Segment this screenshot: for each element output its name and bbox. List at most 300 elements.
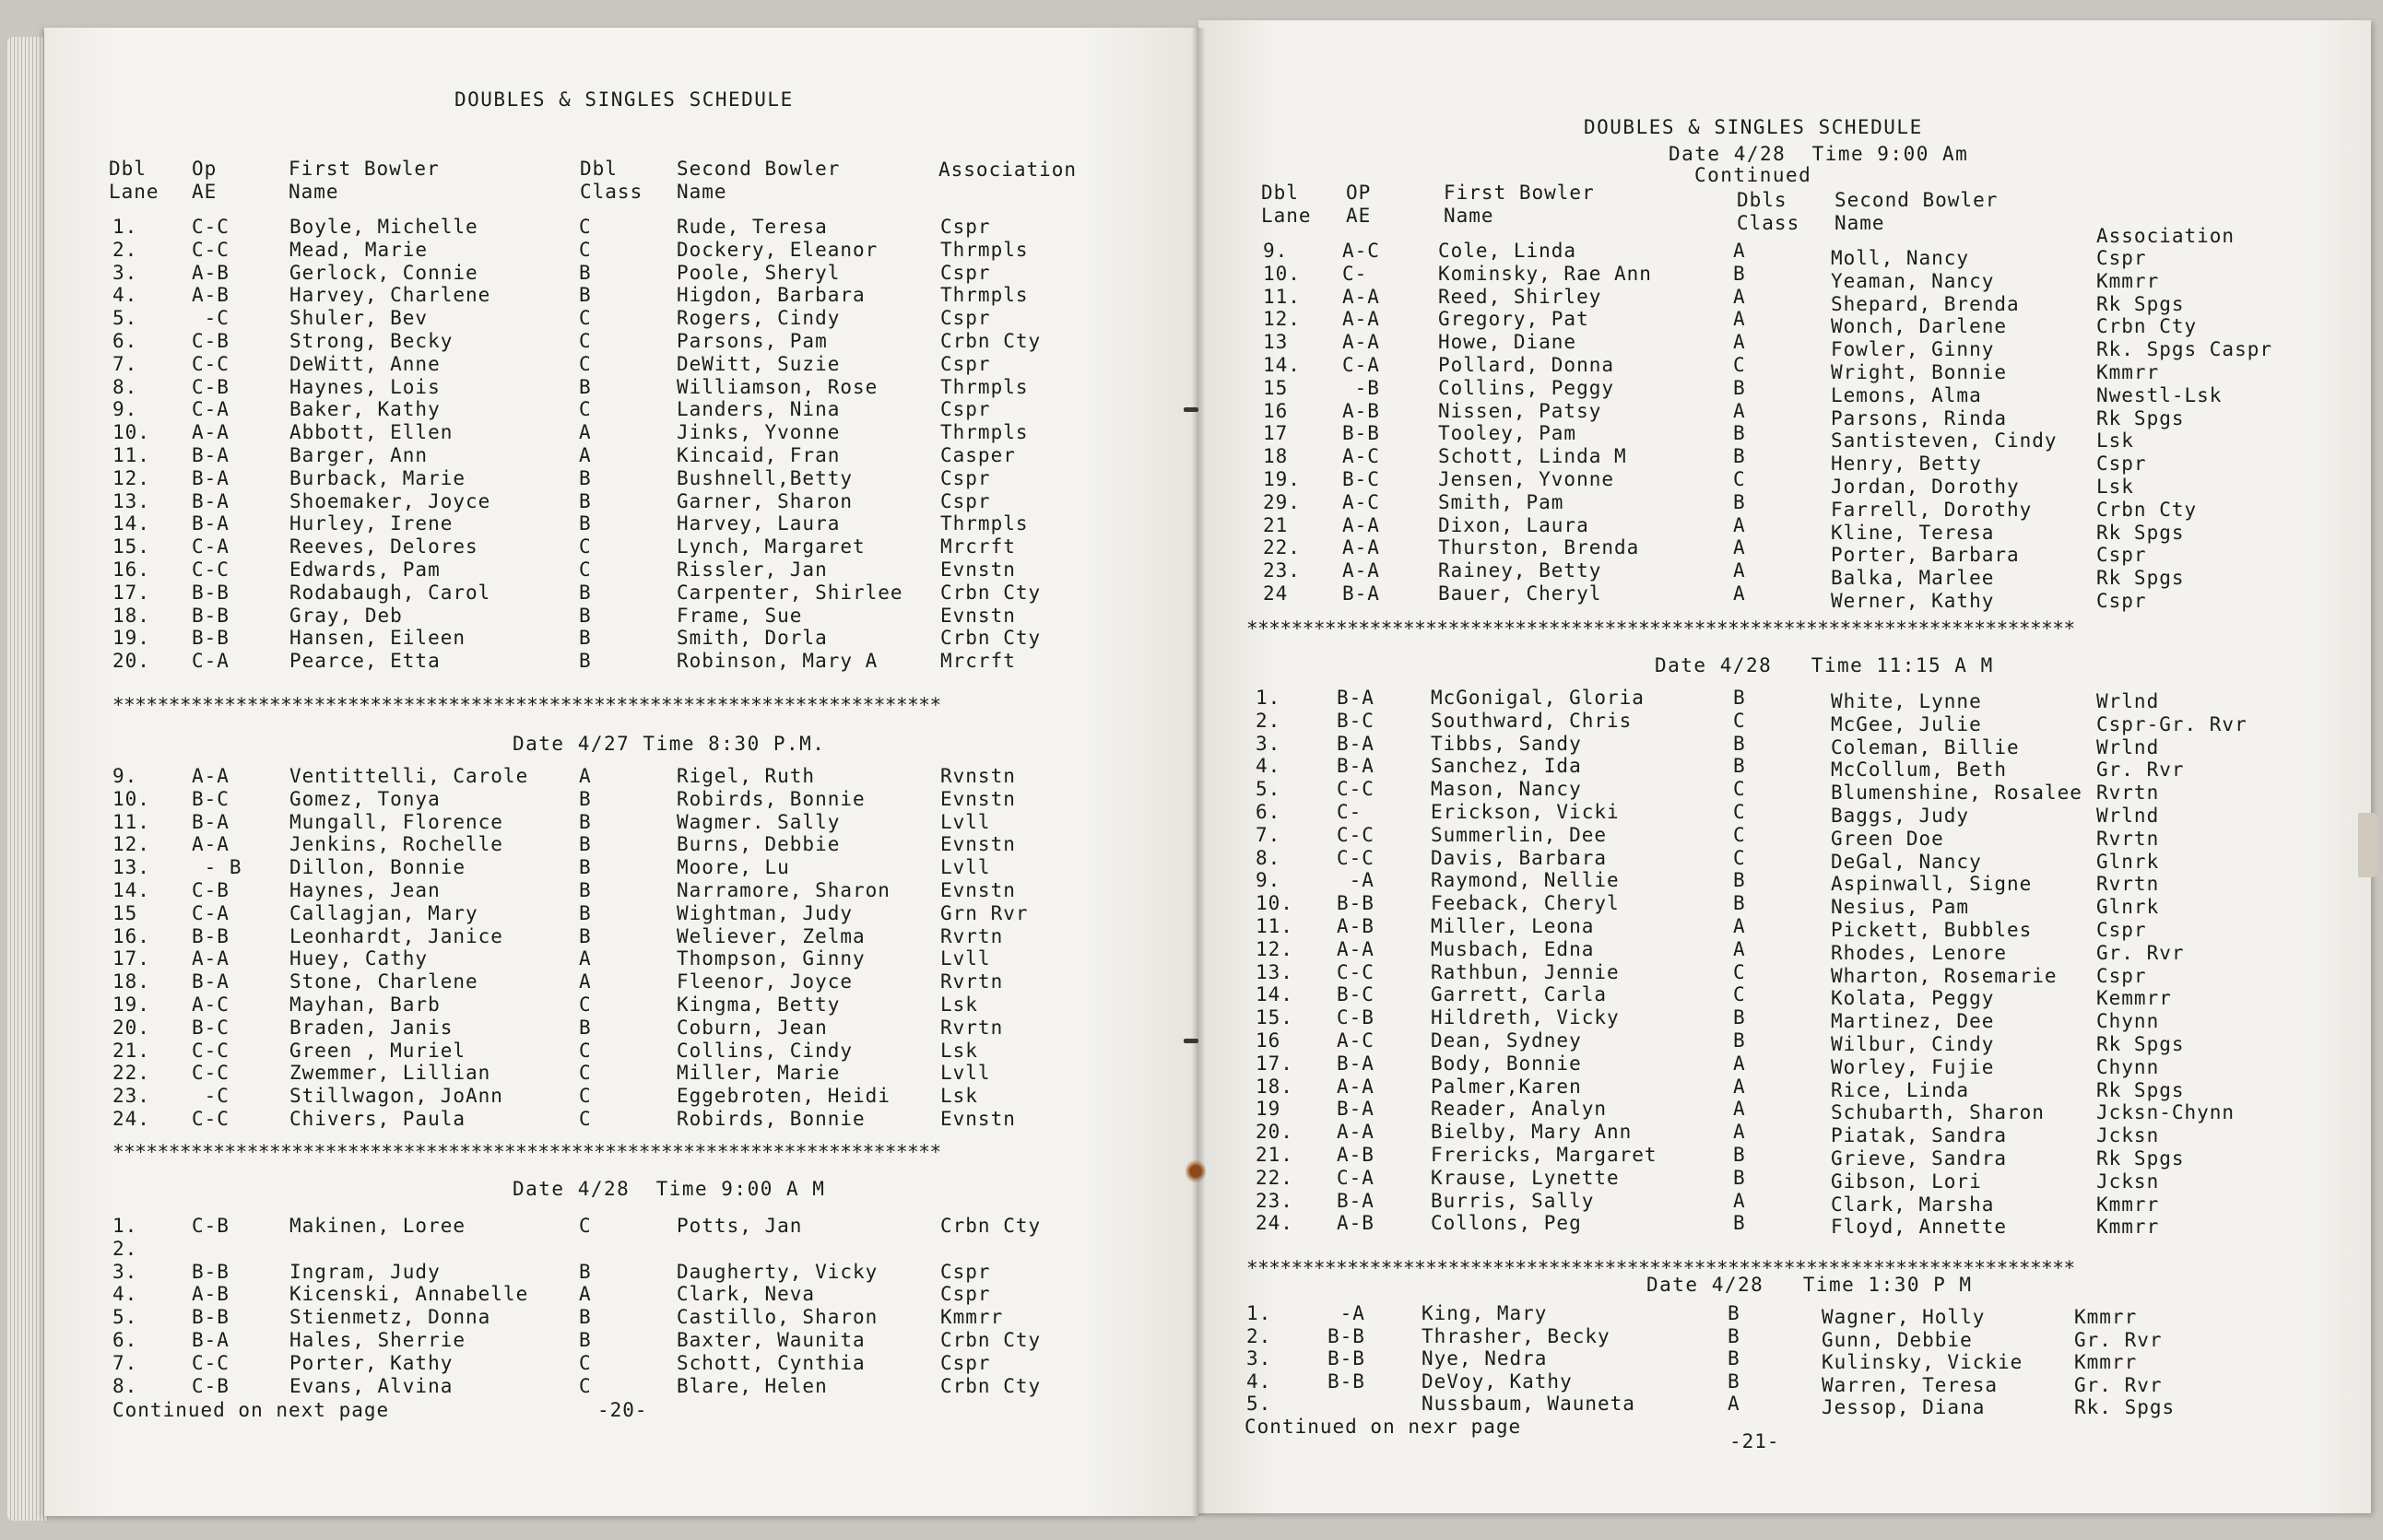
schedule-cell-dbl-class: B bbox=[579, 856, 592, 879]
schedule-cell-association: Kmmrr bbox=[2074, 1306, 2138, 1328]
schedule-cell-first-bowler: Reed, Shirley bbox=[1438, 285, 1602, 308]
schedule-cell-op-ae: B-A bbox=[192, 810, 230, 833]
schedule-cell-association: Wrlnd bbox=[2096, 735, 2160, 758]
schedule-cell-second-bowler: Potts, Jan bbox=[677, 1215, 803, 1237]
schedule-cell-association: Rvrtn bbox=[940, 970, 1004, 993]
schedule-cell-dbl-class: B bbox=[579, 1329, 592, 1351]
schedule-cell-second-bowler: Rice, Linda bbox=[1831, 1078, 1970, 1101]
schedule-cell-op-ae: A-A bbox=[192, 421, 230, 444]
schedule-cell-second-bowler: Robirds, Bonnie bbox=[677, 787, 866, 810]
schedule-cell-dbl-class: A bbox=[579, 970, 592, 993]
schedule-cell-second-bowler: McGee, Julie bbox=[1831, 712, 1982, 735]
schedule-cell-dbl-class: B bbox=[579, 1260, 592, 1283]
schedule-cell-second-bowler: Clark, Neva bbox=[677, 1283, 816, 1306]
schedule-cell-dbl-class: B bbox=[579, 787, 592, 810]
schedule-cell-second-bowler: Jessop, Diana bbox=[1822, 1396, 1986, 1419]
schedule-cell-second-bowler: Rigel, Ruth bbox=[677, 765, 816, 787]
schedule-cell-op-ae: C-C bbox=[192, 238, 230, 261]
schedule-cell-association: Casper bbox=[940, 444, 1016, 466]
schedule-cell-first-bowler: Porter, Kathy bbox=[289, 1351, 454, 1374]
schedule-cell-first-bowler: Bielby, Mary Ann bbox=[1431, 1121, 1633, 1144]
schedule-cell-lane-number: 18 bbox=[1263, 445, 1289, 468]
schedule-cell-second-bowler: Miller, Marie bbox=[677, 1062, 841, 1085]
schedule-cell-second-bowler: Garner, Sharon bbox=[677, 489, 854, 512]
schedule-cell-association: Kmmrr bbox=[2096, 269, 2160, 292]
schedule-cell-lane-number: 5. bbox=[112, 307, 138, 330]
page-number: -21- bbox=[1729, 1430, 1780, 1452]
schedule-cell-association: Cspr bbox=[940, 1283, 991, 1306]
schedule-cell-first-bowler: Krause, Lynette bbox=[1431, 1166, 1620, 1189]
schedule-cell-dbl-class: C bbox=[1733, 709, 1746, 732]
schedule-cell-lane-number: 20. bbox=[112, 650, 150, 673]
schedule-cell-association: Rvrtn bbox=[2096, 782, 2160, 805]
schedule-cell-second-bowler: Williamson, Rose bbox=[677, 375, 879, 398]
schedule-cell-dbl-class: A bbox=[1733, 1189, 1746, 1212]
schedule-cell-first-bowler: Thurston, Brenda bbox=[1438, 536, 1640, 559]
schedule-cell-lane-number: 4. bbox=[1256, 755, 1281, 778]
schedule-cell-dbl-class: B bbox=[579, 604, 592, 627]
schedule-cell-lane-number: 15. bbox=[1256, 1006, 1293, 1029]
schedule-cell-lane-number: 14. bbox=[1256, 983, 1293, 1006]
schedule-cell-first-bowler: Nissen, Patsy bbox=[1438, 399, 1602, 422]
schedule-cell-dbl-class: C bbox=[579, 398, 592, 421]
column-header-first-bowler: First Bowler bbox=[1444, 182, 1595, 204]
schedule-cell-lane-number: 22. bbox=[1263, 536, 1301, 559]
page-subtitle: Date 4/28 Time 9:00 Am bbox=[1669, 143, 1969, 165]
schedule-cell-op-ae: B-B bbox=[1327, 1324, 1365, 1347]
schedule-cell-second-bowler: Kingma, Betty bbox=[677, 993, 841, 1016]
schedule-cell-dbl-class: A bbox=[1733, 1075, 1746, 1098]
schedule-cell-lane-number: 18. bbox=[112, 970, 150, 993]
schedule-cell-first-bowler: Stone, Charlene bbox=[289, 970, 478, 993]
schedule-cell-dbl-class: C bbox=[579, 535, 592, 558]
schedule-cell-op-ae: B-A bbox=[192, 444, 230, 466]
schedule-cell-dbl-class: A bbox=[1733, 582, 1746, 605]
schedule-cell-first-bowler: Dixon, Laura bbox=[1438, 513, 1589, 536]
column-header-second-bowler: Name bbox=[1834, 212, 1885, 234]
schedule-cell-op-ae: C-C bbox=[192, 1108, 230, 1130]
schedule-cell-lane-number: 10. bbox=[112, 421, 150, 444]
schedule-cell-dbl-class: B bbox=[579, 512, 592, 535]
schedule-cell-lane-number: 23. bbox=[1256, 1189, 1293, 1212]
schedule-cell-first-bowler: Haynes, Lois bbox=[289, 375, 441, 398]
schedule-cell-second-bowler: Rissler, Jan bbox=[677, 558, 828, 581]
schedule-cell-lane-number: 4. bbox=[112, 284, 138, 307]
schedule-cell-op-ae: B-B bbox=[192, 604, 230, 627]
schedule-cell-lane-number: 1. bbox=[112, 1215, 138, 1237]
schedule-cell-association: Jcksn bbox=[2096, 1170, 2160, 1193]
schedule-cell-first-bowler: Ventittelli, Carole bbox=[289, 765, 529, 787]
schedule-cell-op-ae: B-C bbox=[192, 1016, 230, 1039]
schedule-cell-op-ae: A-B bbox=[1337, 915, 1374, 937]
schedule-cell-op-ae: B-A bbox=[1337, 1098, 1374, 1121]
schedule-cell-dbl-class: C bbox=[1733, 846, 1746, 869]
schedule-cell-second-bowler: Farrell, Dorothy bbox=[1831, 498, 2033, 521]
schedule-cell-first-bowler: Gomez, Tonya bbox=[289, 787, 441, 810]
schedule-cell-first-bowler: Gray, Deb bbox=[289, 604, 403, 627]
column-header-dbl-class: Dbl bbox=[580, 158, 618, 180]
schedule-cell-dbl-class: B bbox=[579, 284, 592, 307]
schedule-cell-dbl-class: A bbox=[579, 421, 592, 444]
schedule-cell-second-bowler: Clark, Marsha bbox=[1831, 1193, 1995, 1216]
schedule-cell-op-ae: B-C bbox=[1337, 983, 1374, 1006]
schedule-cell-lane-number: 15. bbox=[112, 535, 150, 558]
schedule-cell-dbl-class: B bbox=[579, 261, 592, 284]
schedule-cell-dbl-class: B bbox=[579, 879, 592, 901]
schedule-cell-first-bowler: Erickson, Vicki bbox=[1431, 801, 1620, 823]
schedule-cell-dbl-class: B bbox=[579, 810, 592, 833]
schedule-cell-lane-number: 22. bbox=[1256, 1166, 1293, 1189]
schedule-cell-association: Grn Rvr bbox=[940, 901, 1029, 924]
schedule-cell-dbl-class: C bbox=[579, 352, 592, 375]
schedule-cell-op-ae: A-A bbox=[192, 833, 230, 856]
schedule-cell-dbl-class: C bbox=[579, 1062, 592, 1085]
schedule-cell-first-bowler: Burback, Marie bbox=[289, 466, 466, 489]
schedule-cell-dbl-class: A bbox=[1733, 915, 1746, 937]
schedule-cell-first-bowler: Chivers, Paula bbox=[289, 1108, 466, 1130]
schedule-cell-dbl-class: B bbox=[579, 581, 592, 604]
schedule-cell-op-ae: A-A bbox=[1342, 331, 1380, 354]
schedule-cell-op-ae: A-C bbox=[1337, 1029, 1374, 1052]
schedule-cell-lane-number: 11. bbox=[1263, 285, 1301, 308]
schedule-cell-first-bowler: Strong, Becky bbox=[289, 330, 454, 352]
schedule-cell-first-bowler: Howe, Diane bbox=[1438, 331, 1577, 354]
schedule-cell-first-bowler: Dillon, Bonnie bbox=[289, 856, 466, 879]
schedule-cell-op-ae: C-A bbox=[1342, 354, 1380, 376]
schedule-cell-first-bowler: Makinen, Loree bbox=[289, 1215, 466, 1237]
schedule-cell-op-ae: B-A bbox=[1337, 687, 1374, 709]
schedule-cell-second-bowler: DeGal, Nancy bbox=[1831, 850, 1982, 873]
schedule-cell-association: Kmmrr bbox=[2096, 1216, 2160, 1239]
schedule-cell-second-bowler: Wonch, Darlene bbox=[1831, 315, 2008, 338]
schedule-cell-association: Cspr bbox=[940, 216, 991, 238]
schedule-cell-dbl-class: C bbox=[1733, 354, 1746, 376]
schedule-cell-association: Rk. Spgs bbox=[2074, 1396, 2176, 1419]
schedule-cell-lane-number: 19. bbox=[112, 993, 150, 1016]
column-header-dbl-class: Class bbox=[1737, 212, 1800, 234]
schedule-cell-second-bowler: Rhodes, Lenore bbox=[1831, 941, 2008, 964]
schedule-cell-op-ae: A-A bbox=[1342, 559, 1380, 582]
schedule-cell-association: Crbn Cty bbox=[940, 627, 1042, 650]
schedule-cell-lane-number: 24. bbox=[112, 1108, 150, 1130]
schedule-cell-op-ae: B-C bbox=[1337, 709, 1374, 732]
schedule-cell-first-bowler: Frericks, Margaret bbox=[1431, 1144, 1657, 1166]
schedule-cell-first-bowler: Reader, Analyn bbox=[1431, 1098, 1608, 1121]
schedule-cell-second-bowler: Nesius, Pam bbox=[1831, 896, 1970, 919]
schedule-cell-association: Glnrk bbox=[2096, 896, 2160, 919]
schedule-cell-association: Jcksn-Chynn bbox=[2096, 1101, 2236, 1124]
schedule-cell-lane-number: 4. bbox=[112, 1283, 138, 1306]
schedule-cell-first-bowler: Haynes, Jean bbox=[289, 879, 441, 901]
schedule-cell-dbl-class: B bbox=[579, 375, 592, 398]
schedule-cell-op-ae: A-B bbox=[192, 284, 230, 307]
schedule-cell-association: Evnstn bbox=[940, 879, 1016, 901]
schedule-cell-association: Rvrtn bbox=[940, 924, 1004, 947]
schedule-cell-dbl-class: A bbox=[579, 947, 592, 970]
schedule-cell-dbl-class: B bbox=[1733, 376, 1746, 399]
schedule-cell-association: Rk Spgs bbox=[2096, 1078, 2185, 1101]
schedule-cell-dbl-class: C bbox=[1733, 801, 1746, 823]
schedule-cell-dbl-class: C bbox=[579, 238, 592, 261]
schedule-cell-second-bowler: Frame, Sue bbox=[677, 604, 803, 627]
schedule-cell-lane-number: 5. bbox=[1256, 778, 1281, 801]
schedule-cell-second-bowler: Worley, Fujie bbox=[1831, 1055, 1995, 1078]
schedule-cell-second-bowler: Rude, Teresa bbox=[677, 216, 828, 238]
schedule-cell-lane-number: 11. bbox=[112, 444, 150, 466]
schedule-cell-association: Lvll bbox=[940, 947, 991, 970]
schedule-cell-association: Rk Spgs bbox=[2096, 1033, 2185, 1055]
schedule-cell-op-ae: C-A bbox=[192, 901, 230, 924]
schedule-cell-first-bowler: Zwemmer, Lillian bbox=[289, 1062, 491, 1085]
schedule-cell-op-ae: C-A bbox=[1337, 1166, 1374, 1189]
schedule-cell-association: Gr. Rvr bbox=[2096, 758, 2185, 782]
schedule-cell-first-bowler: Hurley, Irene bbox=[289, 512, 454, 535]
schedule-cell-association: Lsk bbox=[940, 1039, 978, 1062]
column-header-first-bowler: Name bbox=[1444, 205, 1494, 227]
schedule-cell-second-bowler: Collins, Cindy bbox=[677, 1039, 854, 1062]
schedule-cell-second-bowler: Green Doe bbox=[1831, 827, 1944, 850]
schedule-cell-second-bowler: Blumenshine, Rosalee bbox=[1831, 782, 2082, 805]
schedule-cell-second-bowler: Coleman, Billie bbox=[1831, 735, 2020, 758]
schedule-cell-dbl-class: C bbox=[579, 558, 592, 581]
schedule-cell-second-bowler: Floyd, Annette bbox=[1831, 1216, 2008, 1239]
schedule-cell-dbl-class: A bbox=[1733, 536, 1746, 559]
staple bbox=[1184, 1039, 1198, 1043]
schedule-cell-lane-number: 13. bbox=[112, 856, 150, 879]
schedule-cell-first-bowler: Reeves, Delores bbox=[289, 535, 478, 558]
schedule-cell-second-bowler: Wilbur, Cindy bbox=[1831, 1033, 1995, 1055]
column-header-op-ae: AE bbox=[1346, 205, 1372, 227]
schedule-cell-second-bowler: Aspinwall, Signe bbox=[1831, 873, 2033, 896]
schedule-cell-op-ae: C-C bbox=[192, 558, 230, 581]
schedule-cell-op-ae: -B bbox=[1342, 376, 1380, 399]
schedule-cell-association: Evnstn bbox=[940, 558, 1016, 581]
schedule-cell-dbl-class: C bbox=[1733, 468, 1746, 490]
schedule-cell-dbl-class: B bbox=[1733, 262, 1746, 285]
schedule-cell-association: Crbn Cty bbox=[940, 330, 1042, 352]
schedule-cell-first-bowler: Summerlin, Dee bbox=[1431, 823, 1608, 846]
schedule-cell-lane-number: 7. bbox=[1256, 823, 1281, 846]
schedule-cell-association: Rk Spgs bbox=[2096, 567, 2185, 590]
schedule-cell-association: Crbn Cty bbox=[2096, 315, 2198, 338]
schedule-cell-second-bowler: Eggebroten, Heidi bbox=[677, 1085, 891, 1108]
schedule-cell-first-bowler: Miller, Leona bbox=[1431, 915, 1595, 937]
schedule-cell-association: Rvnstn bbox=[940, 765, 1016, 787]
schedule-cell-first-bowler: Boyle, Michelle bbox=[289, 216, 478, 238]
column-header-second-bowler: Name bbox=[677, 181, 727, 203]
schedule-cell-dbl-class: B bbox=[579, 1306, 592, 1329]
staple bbox=[1184, 407, 1198, 412]
schedule-cell-dbl-class: C bbox=[579, 330, 592, 352]
schedule-cell-op-ae: B-B bbox=[192, 627, 230, 650]
schedule-cell-association: Cspr bbox=[2096, 964, 2147, 987]
schedule-cell-dbl-class: B bbox=[1733, 755, 1746, 778]
schedule-cell-first-bowler: Schott, Linda M bbox=[1438, 445, 1627, 468]
schedule-cell-association: Thrmpls bbox=[940, 375, 1029, 398]
schedule-cell-lane-number: 9. bbox=[1256, 869, 1281, 892]
schedule-cell-second-bowler: Daugherty, Vicky bbox=[677, 1260, 879, 1283]
schedule-cell-dbl-class: C bbox=[579, 216, 592, 238]
column-header-second-bowler: Second Bowler bbox=[677, 158, 841, 180]
section-heading: Date 4/28 Time 1:30 P M bbox=[1646, 1274, 1973, 1296]
section-separator: ************************************************************************** bbox=[112, 1141, 941, 1163]
schedule-cell-second-bowler: Landers, Nina bbox=[677, 398, 841, 421]
schedule-cell-first-bowler: Stillwagon, JoAnn bbox=[289, 1085, 503, 1108]
schedule-cell-dbl-class: C bbox=[579, 1215, 592, 1237]
schedule-cell-op-ae: B-A bbox=[1337, 732, 1374, 755]
schedule-cell-first-bowler: Pearce, Etta bbox=[289, 650, 441, 673]
schedule-cell-dbl-class: B bbox=[1728, 1302, 1740, 1324]
schedule-cell-dbl-class: B bbox=[579, 1016, 592, 1039]
schedule-cell-dbl-class: C bbox=[1733, 983, 1746, 1006]
schedule-cell-lane-number: 13. bbox=[1256, 960, 1293, 983]
schedule-cell-dbl-class: B bbox=[579, 924, 592, 947]
schedule-cell-association: Kmmrr bbox=[2096, 361, 2160, 383]
schedule-cell-lane-number: 5. bbox=[1246, 1393, 1272, 1416]
schedule-cell-lane-number: 9. bbox=[112, 765, 138, 787]
schedule-cell-op-ae: B-B bbox=[1337, 892, 1374, 915]
section-separator: ************************************************************************** bbox=[1246, 617, 2075, 640]
schedule-cell-dbl-class: C bbox=[579, 1351, 592, 1374]
schedule-cell-association: Cspr bbox=[940, 1351, 991, 1374]
schedule-cell-op-ae: C-C bbox=[192, 216, 230, 238]
schedule-cell-op-ae: C-C bbox=[1337, 960, 1374, 983]
schedule-cell-association: Cspr bbox=[940, 307, 991, 330]
schedule-cell-op-ae: B-A bbox=[192, 466, 230, 489]
schedule-cell-lane-number: 16 bbox=[1256, 1029, 1281, 1052]
schedule-cell-op-ae: C-C bbox=[192, 1062, 230, 1085]
schedule-cell-second-bowler: Piatak, Sandra bbox=[1831, 1124, 2008, 1147]
schedule-cell-association: Lsk bbox=[2096, 429, 2134, 453]
schedule-cell-second-bowler: Parsons, Rinda bbox=[1831, 406, 2008, 429]
schedule-cell-first-bowler: Hansen, Eileen bbox=[289, 627, 466, 650]
schedule-cell-op-ae: -C bbox=[192, 1085, 230, 1108]
schedule-cell-lane-number: 20. bbox=[1256, 1121, 1293, 1144]
schedule-cell-second-bowler: Wightman, Judy bbox=[677, 901, 854, 924]
schedule-cell-lane-number: 14. bbox=[112, 512, 150, 535]
schedule-cell-lane-number: 2. bbox=[1246, 1324, 1272, 1347]
schedule-cell-association: Kmmrr bbox=[2096, 1193, 2160, 1216]
section-heading: Date 4/28 Time 9:00 A M bbox=[513, 1178, 826, 1200]
schedule-cell-lane-number: 24. bbox=[1256, 1212, 1293, 1235]
schedule-cell-association: Thrmpls bbox=[940, 512, 1029, 535]
schedule-cell-lane-number: 9. bbox=[1263, 240, 1289, 262]
schedule-cell-op-ae: C-A bbox=[192, 650, 230, 673]
schedule-cell-op-ae: C-A bbox=[192, 398, 230, 421]
schedule-cell-first-bowler: Shoemaker, Joyce bbox=[289, 489, 491, 512]
schedule-cell-dbl-class: C bbox=[579, 1108, 592, 1130]
schedule-cell-second-bowler: Moore, Lu bbox=[677, 856, 790, 879]
schedule-cell-first-bowler: Rainey, Betty bbox=[1438, 559, 1602, 582]
schedule-cell-lane-number: 4. bbox=[1246, 1370, 1272, 1393]
schedule-cell-second-bowler: Jinks, Yvonne bbox=[677, 421, 841, 444]
schedule-cell-first-bowler: King, Mary bbox=[1422, 1302, 1548, 1324]
schedule-cell-op-ae: A-A bbox=[192, 765, 230, 787]
schedule-cell-second-bowler: McCollum, Beth bbox=[1831, 758, 2008, 782]
schedule-cell-op-ae: C-A bbox=[192, 535, 230, 558]
schedule-cell-first-bowler: Nussbaum, Wauneta bbox=[1422, 1393, 1635, 1416]
schedule-cell-dbl-class: C bbox=[1733, 960, 1746, 983]
schedule-cell-dbl-class: B bbox=[1733, 1144, 1746, 1166]
schedule-cell-second-bowler: Smith, Dorla bbox=[677, 627, 828, 650]
schedule-cell-first-bowler: Rathbun, Jennie bbox=[1431, 960, 1620, 983]
schedule-cell-first-bowler: Baker, Kathy bbox=[289, 398, 441, 421]
schedule-cell-first-bowler: Ingram, Judy bbox=[289, 1260, 441, 1283]
schedule-cell-first-bowler: Garrett, Carla bbox=[1431, 983, 1608, 1006]
schedule-cell-dbl-class: A bbox=[1733, 240, 1746, 262]
page-number: -20- bbox=[597, 1399, 648, 1421]
schedule-cell-first-bowler: Tibbs, Sandy bbox=[1431, 732, 1582, 755]
schedule-cell-lane-number: 29. bbox=[1263, 490, 1301, 513]
schedule-cell-dbl-class: A bbox=[1728, 1393, 1740, 1416]
schedule-cell-second-bowler: Wright, Bonnie bbox=[1831, 361, 2008, 383]
schedule-cell-lane-number: 17. bbox=[1256, 1052, 1293, 1075]
schedule-cell-lane-number: 12. bbox=[112, 833, 150, 856]
schedule-cell-second-bowler: Gunn, Debbie bbox=[1822, 1328, 1973, 1351]
schedule-cell-second-bowler: Porter, Barbara bbox=[1831, 544, 2020, 567]
continued-footer: Continued on next page bbox=[112, 1399, 390, 1421]
schedule-cell-op-ae: B-B bbox=[192, 581, 230, 604]
page-stack-edge bbox=[7, 37, 48, 1521]
schedule-cell-second-bowler: Lynch, Margaret bbox=[677, 535, 866, 558]
schedule-cell-association: Cspr bbox=[940, 466, 991, 489]
schedule-cell-lane-number: 16. bbox=[112, 558, 150, 581]
schedule-cell-op-ae: - B bbox=[192, 856, 242, 879]
schedule-cell-op-ae: -A bbox=[1327, 1302, 1365, 1324]
schedule-cell-second-bowler: Poole, Sheryl bbox=[677, 261, 841, 284]
schedule-cell-op-ae: C-C bbox=[192, 1351, 230, 1374]
schedule-cell-first-bowler: Smith, Pam bbox=[1438, 490, 1564, 513]
schedule-cell-first-bowler: Southward, Chris bbox=[1431, 709, 1633, 732]
schedule-cell-lane-number: 3. bbox=[1256, 732, 1281, 755]
schedule-cell-dbl-class: B bbox=[1733, 490, 1746, 513]
schedule-cell-op-ae: C-C bbox=[1337, 823, 1374, 846]
schedule-cell-dbl-class: B bbox=[1728, 1347, 1740, 1370]
schedule-cell-dbl-class: B bbox=[579, 650, 592, 673]
schedule-cell-dbl-class: C bbox=[579, 1374, 592, 1397]
schedule-cell-op-ae: B-A bbox=[192, 489, 230, 512]
schedule-cell-lane-number: 21. bbox=[112, 1039, 150, 1062]
schedule-cell-second-bowler: Santisteven, Cindy bbox=[1831, 429, 2058, 453]
schedule-cell-lane-number: 21 bbox=[1263, 513, 1289, 536]
schedule-cell-lane-number: 7. bbox=[112, 352, 138, 375]
schedule-cell-lane-number: 6. bbox=[112, 330, 138, 352]
schedule-cell-association: Cspr bbox=[940, 352, 991, 375]
schedule-cell-op-ae: C-C bbox=[1337, 778, 1374, 801]
schedule-cell-op-ae: A-C bbox=[1342, 445, 1380, 468]
schedule-cell-op-ae: C-B bbox=[1337, 1006, 1374, 1029]
schedule-cell-op-ae: C-B bbox=[192, 375, 230, 398]
schedule-cell-op-ae: B-B bbox=[1342, 422, 1380, 445]
schedule-cell-lane-number: 18. bbox=[1256, 1075, 1293, 1098]
column-header-dbl-class: Dbls bbox=[1737, 189, 1787, 211]
schedule-cell-lane-number: 17. bbox=[112, 947, 150, 970]
schedule-cell-op-ae: C-B bbox=[192, 330, 230, 352]
schedule-cell-dbl-class: A bbox=[1733, 285, 1746, 308]
schedule-cell-association: Nwestl-Lsk bbox=[2096, 383, 2223, 406]
schedule-cell-dbl-class: B bbox=[1733, 1166, 1746, 1189]
schedule-cell-lane-number: 8. bbox=[112, 1374, 138, 1397]
schedule-cell-first-bowler: Green , Muriel bbox=[289, 1039, 466, 1062]
schedule-cell-second-bowler: Werner, Kathy bbox=[1831, 590, 1995, 612]
schedule-cell-op-ae: B-B bbox=[1327, 1370, 1365, 1393]
schedule-cell-first-bowler: Evans, Alvina bbox=[289, 1374, 454, 1397]
schedule-cell-first-bowler: Mayhan, Barb bbox=[289, 993, 441, 1016]
schedule-cell-dbl-class: C bbox=[579, 1085, 592, 1108]
schedule-cell-lane-number: 17 bbox=[1263, 422, 1289, 445]
schedule-cell-op-ae: A-B bbox=[192, 261, 230, 284]
schedule-cell-first-bowler: Jenkins, Rochelle bbox=[289, 833, 503, 856]
